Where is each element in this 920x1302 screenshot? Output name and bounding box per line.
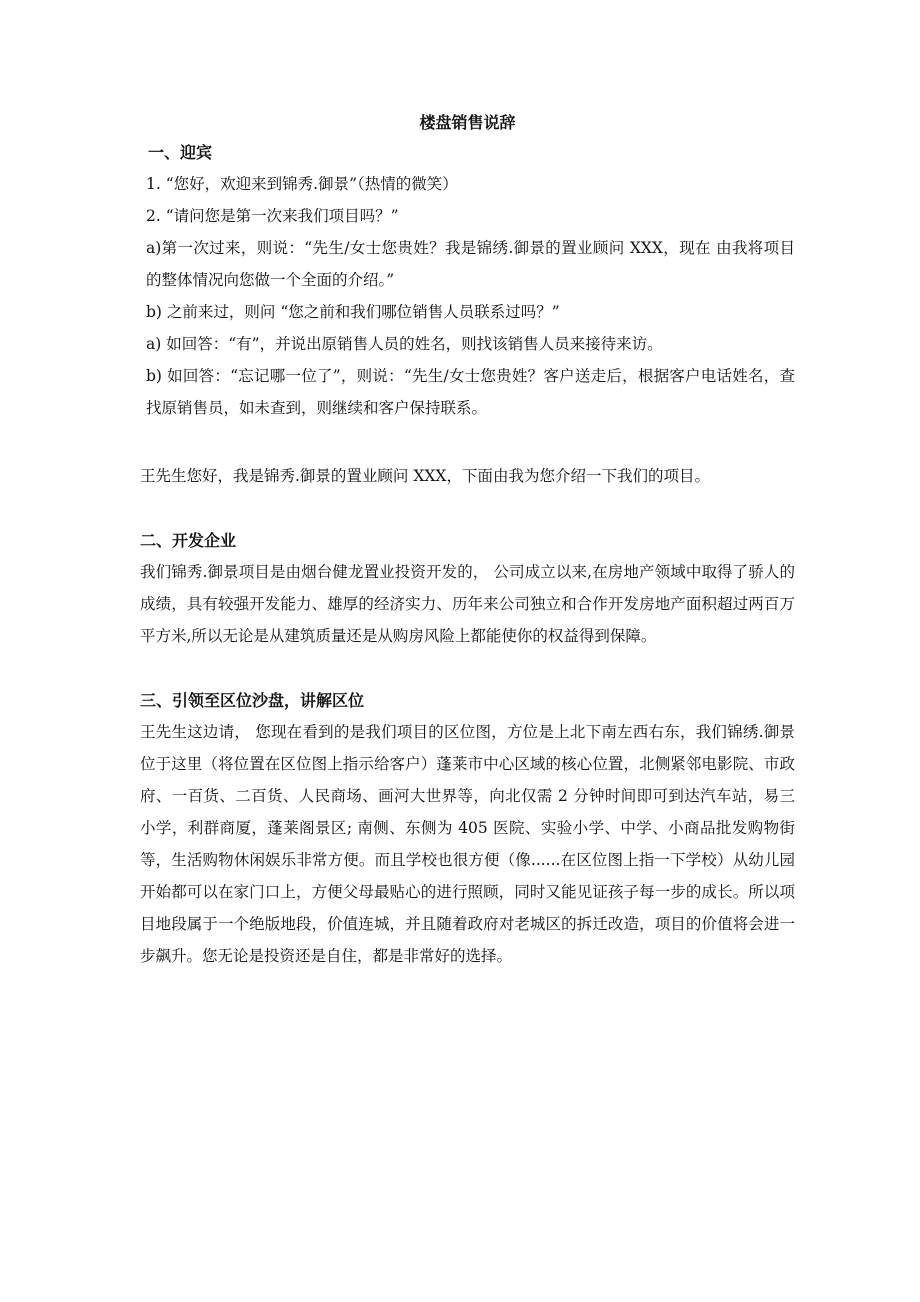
welcome-line-first-visit: a)第一次过来，则说：“先生/女士您贵姓？我是锦绣.御景的置业顾问 XXX，现在 由我将项目的整体情况向您做一个全面的介绍。” [146, 239, 795, 289]
spacer [140, 652, 795, 686]
spacer [140, 492, 795, 526]
welcome-line-answer-forgot: b) 如回答：“忘记哪一位了”，则说：“先生/女士您贵姓？客户送走后，根据客户电话姓名，查找原销售员，如未查到，则继续和客户保持联系。 [146, 367, 795, 417]
welcome-line-2: 2. “请问您是第一次来我们项目吗？” [146, 207, 399, 225]
welcome-introduction: 王先生您好，我是锦秀.御景的置业顾问 XXX，下面由我为您介绍一下我们的项目。 [140, 467, 710, 485]
section-heading-developer: 二、开发企业 [140, 531, 237, 550]
spacer [140, 424, 795, 460]
section-developer [140, 526, 795, 652]
section-welcome [140, 138, 795, 492]
welcome-line-returning: b) 之前来过，则问 “您之前和我们哪位销售人员联系过吗？” [146, 303, 560, 321]
developer-paragraph: 我们锦秀.御景项目是由烟台健龙置业投资开发的， 公司成立以来,在房地产领域中取得了骄人的成绩，具有较强开发能力、雄厚的经济实力、历年来公司独立和合作开发房地产面积超过两百万平方米,所以无论是从建筑质量还是从购房风险上都能使你的权益得到保障。 [140, 563, 795, 645]
section-heading-welcome: 一、迎宾 [148, 143, 213, 162]
section-heading-location: 三、引领至区位沙盘，讲解区位 [140, 691, 365, 710]
welcome-line-answer-yes: a) 如回答：“有”，并说出原销售人员的姓名，则找该销售人员来接待来访。 [146, 335, 663, 353]
welcome-line-1: 1. “您好，欢迎来到锦秀.御景”（热情的微笑） [146, 175, 458, 193]
section-location [140, 686, 795, 972]
location-paragraph: 王先生这边请， 您现在看到的是我们项目的区位图，方位是上北下南左西右东，我们锦绣.御景位于这里（将位置在区位图上指示给客户）蓬莱市中心区域的核心位置，北侧紧邻电影院、市政府、一百货、二百货、人民商场、画河大世界等，向北仅需 2 分钟时间即可到达汽车站，易三小学，利群商厦，蓬莱阁景区; 南侧、东侧为 405 医院、实验小学、中学、小商品批发购物街等，生活购物休闲娱乐非常方便。而且学校也很方便（像......在区位图上指一下学校）从幼儿园开始都可以在家门口上，方便父母最贴心的进行照顾，同时又能见证孩子每一步的成长。所以项目地段属于一个绝版地段，价值连城，并且随着政府对老城区的拆迁改造，项目的价值将会进一步飙升。您无论是投资还是自住，都是非常好的选择。 [140, 723, 795, 965]
document-title: 楼盘销售说辞 [419, 113, 516, 132]
document-page [140, 108, 795, 972]
